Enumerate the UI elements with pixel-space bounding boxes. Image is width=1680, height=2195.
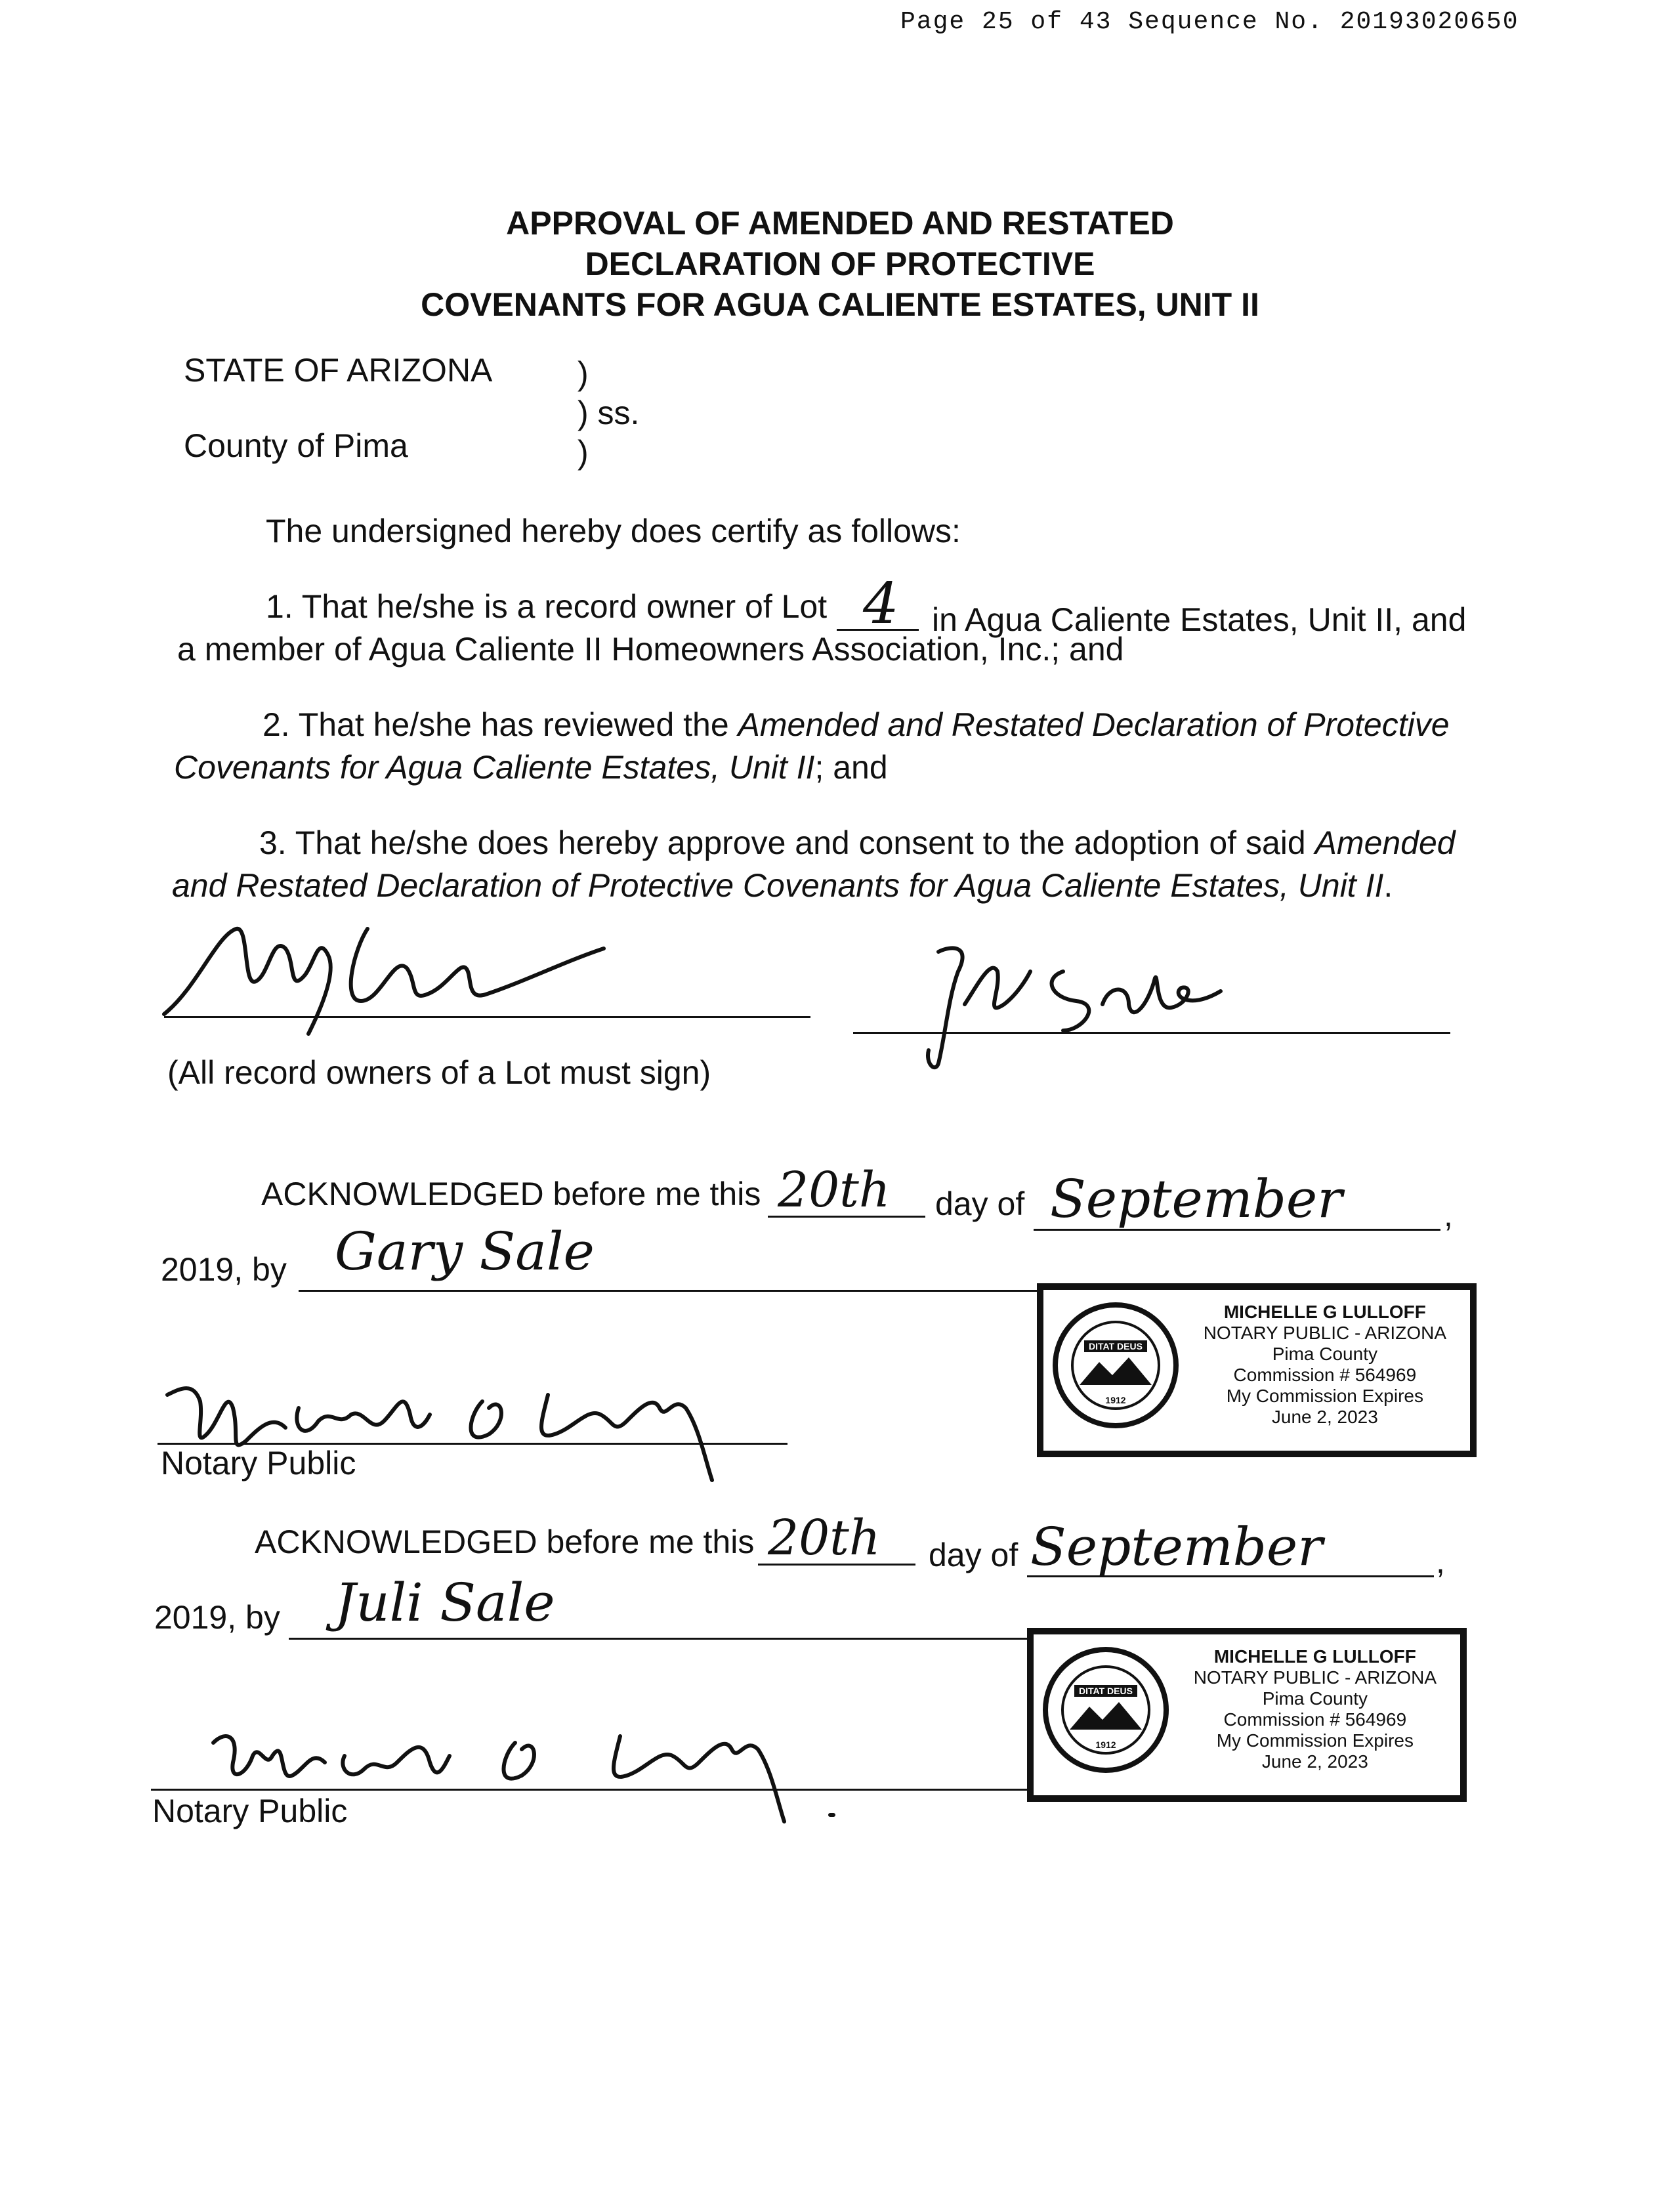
owner-signature-2 — [912, 932, 1240, 1076]
item-2-text-a: 2. That he/she has reviewed the — [262, 706, 738, 743]
ack-1-comma: , — [1444, 1197, 1453, 1233]
seal-year: 1912 — [1095, 1739, 1116, 1750]
seal-motto: DITAT DEUS — [1079, 1686, 1133, 1696]
notary-1-label: Notary Public — [161, 1445, 356, 1481]
item-2-line-2 — [174, 748, 888, 786]
seal-year: 1912 — [1105, 1395, 1126, 1405]
ack-1-month: September — [1050, 1168, 1343, 1229]
stamp-2-name: MICHELLE G LULLOFF — [1213, 1646, 1416, 1667]
venue-ss: ) ss. — [578, 394, 640, 431]
item-3-text-a: 3. That he/she does hereby approve and consent to the adoption of said — [259, 824, 1315, 861]
item-1-text-c: a member of Agua Caliente II Homeowners Association, Inc.; and — [177, 631, 1124, 668]
stamp-1-county: Pima County — [1272, 1344, 1377, 1364]
ack-1-name: Gary Sale — [335, 1221, 595, 1282]
item-2-italic-b: Covenants for Agua Caliente Estates, Unit II — [174, 749, 815, 786]
stamp-1-expires-label: My Commission Expires — [1226, 1386, 1423, 1406]
ack-2-lead: ACKNOWLEDGED before me this — [255, 1524, 755, 1560]
ack-1-year-by: 2019, by — [161, 1251, 287, 1288]
item-1-text-b: in Agua Caliente Estates, Unit II, and — [932, 601, 1467, 638]
venue-state: STATE OF ARIZONA — [184, 352, 493, 389]
item-3-italic-a: Amended — [1314, 824, 1456, 861]
stamp-2-text — [1194, 1646, 1437, 1772]
ack-2-day: 20th — [768, 1510, 881, 1566]
page-sequence-header: Page 25 of 43 Sequence No. 20193020650 — [900, 8, 1519, 36]
ack-2-day-of: day of — [929, 1537, 1018, 1573]
stamp-2-commission: Commission # 564969 — [1223, 1709, 1407, 1730]
document-title-line-3: COVENANTS FOR AGUA CALIENTE ESTATES, UNIT II — [421, 286, 1259, 323]
stamp-1-title: NOTARY PUBLIC - ARIZONA — [1203, 1323, 1446, 1343]
stamp-2-county: Pima County — [1262, 1688, 1368, 1709]
notary-stamp-2 — [1027, 1628, 1467, 1802]
document-title-line-1: APPROVAL OF AMENDED AND RESTATED — [506, 205, 1174, 242]
ack-2-name: Juli Sale — [335, 1572, 555, 1633]
stamp-1-name: MICHELLE G LULLOFF — [1223, 1302, 1426, 1322]
notary-stamp-1 — [1037, 1283, 1477, 1457]
ack-2-name-line — [289, 1638, 1037, 1640]
notary-2-label: Notary Public — [152, 1793, 348, 1829]
item-2-italic-a: Amended and Restated Declaration of Protective — [738, 706, 1450, 743]
seal-motto: DITAT DEUS — [1089, 1341, 1143, 1352]
stamp-2-expires-label: My Commission Expires — [1216, 1730, 1414, 1751]
ack-1-day-of: day of — [935, 1185, 1025, 1222]
owner-signature-1 — [158, 909, 630, 1040]
venue-county: County of Pima — [184, 427, 408, 464]
ack-1-name-line — [299, 1290, 1040, 1292]
ack-2-year-by: 2019, by — [154, 1599, 280, 1636]
arizona-seal-icon — [1050, 1300, 1181, 1431]
document-title-line-2: DECLARATION OF PROTECTIVE — [585, 245, 1095, 282]
item-3-italic-b: and Restated Declaration of Protective Covenants for Agua Caliente Estates, Unit II — [172, 867, 1384, 904]
item-3-text-b: . — [1383, 867, 1393, 904]
stamp-1-expires-date: June 2, 2023 — [1271, 1407, 1378, 1427]
certify-intro: The undersigned hereby does certify as follows: — [266, 513, 961, 549]
ack-1-lead: ACKNOWLEDGED before me this — [261, 1176, 761, 1212]
item-1-text-a: 1. That he/she is a record owner of Lot — [266, 588, 828, 625]
stamp-2-expires-date: June 2, 2023 — [1261, 1751, 1368, 1772]
ack-1-day: 20th — [778, 1162, 891, 1218]
item-3-line-1 — [259, 824, 1456, 862]
item-3-line-2 — [172, 866, 1393, 905]
ack-2-comma: , — [1436, 1543, 1445, 1580]
ack-2-month: September — [1030, 1516, 1323, 1577]
all-owners-note: (All record owners of a Lot must sign) — [167, 1054, 711, 1091]
arizona-seal-icon — [1040, 1644, 1171, 1776]
stamp-2-title: NOTARY PUBLIC - ARIZONA — [1193, 1667, 1437, 1688]
stamp-1-text — [1204, 1302, 1446, 1428]
stamp-1-commission: Commission # 564969 — [1233, 1365, 1417, 1385]
item-2-text-b: ; and — [814, 749, 888, 786]
lot-number-handwritten: 4 — [863, 571, 899, 637]
venue-paren-2: ) — [578, 434, 589, 471]
item-2-line-1 — [262, 706, 1450, 744]
venue-paren-1: ) — [578, 355, 589, 392]
